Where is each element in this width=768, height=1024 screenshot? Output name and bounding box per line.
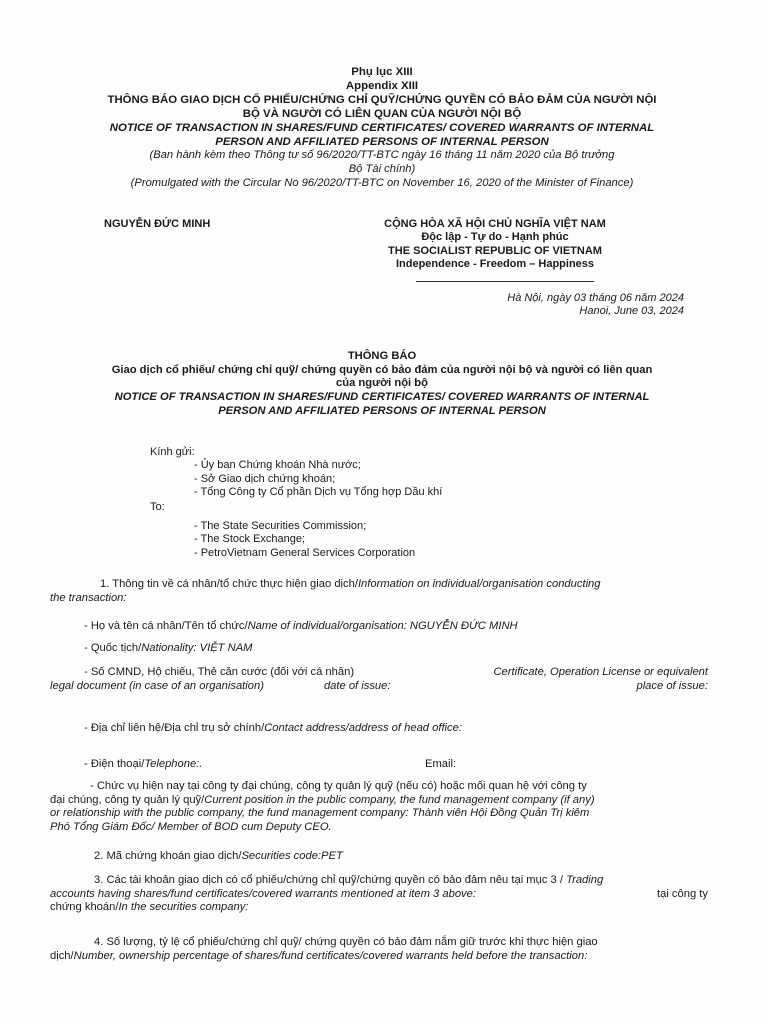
form-title-vi-line2: BỘ VÀ NGƯỜI CÓ LIÊN QUAN CỦA NGƯỜI NỘI BỘ (242, 107, 522, 120)
nationality-field (50, 642, 708, 656)
date-en: Hanoi, June 03, 2024 (579, 305, 684, 318)
appendix-label-en: Appendix XIII (345, 79, 419, 92)
notice-title-vi: THÔNG BÁO (347, 350, 417, 362)
notice-title-en-line2: PERSON AND AFFILIATED PERSONS OF INTERNAL PERSON (218, 404, 546, 417)
form-title-en-line2: PERSON AND AFFILIATED PERSONS OF INTERNAL PERSON (215, 135, 549, 148)
position-field (50, 780, 708, 835)
form-title-vi-line1: THÔNG BÁO GIAO DỊCH CỔ PHIẾU/CHỨNG CHỈ QUỸ/CHỨNG QUYỀN CÓ BẢO ĐẢM CỦA NGƯỜI NỘI (107, 93, 657, 106)
circular-note-vi-line2: Bộ Tài chính) (348, 163, 416, 176)
section-3-en-company: In the securities company: (118, 901, 249, 914)
republic-name-vi: CỘNG HÒA XÃ HỘI CHỦ NGHĨA VIỆT NAM (384, 218, 606, 230)
nationality-label-vi: - Quốc tịch/ (84, 642, 142, 654)
id-place-label: place of issue: (636, 679, 708, 692)
republic-motto-vi: Độc lập - Tự do - Hạnh phúc (421, 231, 569, 244)
telephone-label-en: Telephone:. (144, 758, 203, 770)
name-label-en: Name of individual/organisation: NGUYỄN ĐỨC MINH (247, 620, 518, 632)
section-2-vi: 2. Mã chứng khoán giao dịch/ (94, 850, 242, 862)
section-3-en-cont: accounts having shares/fund certificates/covered warrants mentioned at item 3 above: (50, 887, 476, 900)
section-4-vi: 4. Số lượng, tỷ lệ cổ phiếu/chứng chỉ quỹ/ chứng quyền có bảo đảm nắm giữ trước khi thực hiện giao (94, 936, 598, 948)
name-field (50, 620, 708, 634)
recipient-vi-2: - Sở Giao dịch chứng khoán; (194, 472, 336, 485)
section-4-vi-cont: dịch/ (50, 949, 74, 962)
notice-subtitle-vi-line1: Giao dịch cổ phiếu/ chứng chỉ quỹ/ chứng quyền có bảo đảm của người nội bộ và người có liên quan (111, 363, 653, 376)
id-date-label: date of issue: (323, 679, 391, 692)
section-3-vi: 3. Các tài khoản giao dịch có cổ phiếu/chứng chỉ quỹ/chứng quyền có bảo đảm nêu tại mục 3 / (94, 874, 563, 886)
section-3-tail: tại công ty (657, 887, 708, 900)
recipients-label-en: To: (150, 500, 165, 513)
form-title-en-line1: NOTICE OF TRANSACTION IN SHARES/FUND CERTIFICATES/ COVERED WARRANTS OF INTERNAL (109, 121, 655, 134)
section-1-heading (50, 578, 708, 605)
circular-note-en: (Promulgated with the Circular No 96/2020/TT-BTC on November 16, 2020 of the Minister of Finance) (130, 176, 634, 189)
recipient-en-2: - The Stock Exchange; (194, 533, 306, 546)
notice-title-en-line1: NOTICE OF TRANSACTION IN SHARES/FUND CERTIFICATES/ COVERED WARRANTS OF INTERNAL (114, 390, 650, 403)
recipient-en-3: - PetroVietnam General Services Corporation (194, 546, 416, 559)
section-4 (50, 936, 708, 963)
recipient-en-1: - The State Securities Commission; (194, 520, 367, 533)
id-label-en: Certificate, Operation License or equivalent (493, 666, 708, 678)
name-label-vi: - Họ và tên cá nhân/Tên tổ chức/ (84, 620, 248, 632)
section-3-en: Trading (566, 874, 604, 886)
id-field (50, 666, 708, 693)
telephone-label-vi: - Điện thoại/ (84, 758, 145, 770)
address-field (50, 722, 708, 736)
notice-title-block (54, 350, 710, 418)
circular-note-vi-line1: (Ban hành kèm theo Thông tư số 96/2020/TT-BTC ngày 16 tháng 11 năm 2020 của Bộ trưởng (149, 149, 615, 162)
appendix-header (54, 66, 710, 190)
recipients-label-vi: Kính gửi: (150, 446, 195, 458)
republic-name-en: THE SOCIALIST REPUBLIC OF VIETNAM (388, 244, 602, 257)
address-label-en: Contact address/address of head office: (264, 722, 462, 734)
date-vi: Hà Nội, ngày 03 tháng 06 năm 2024 (507, 292, 684, 304)
notice-subtitle-vi-line2: của người nội bộ (336, 377, 428, 390)
sender-name: NGUYỄN ĐỨC MINH (104, 218, 211, 230)
section-1-vi: 1. Thông tin về cá nhân/tổ chức thực hiện giao dịch/ (100, 578, 358, 590)
recipients-block (150, 446, 442, 560)
contact-field (50, 758, 708, 772)
position-vi: - Chức vụ hiện nay tại công ty đại chúng, công ty quản lý quỹ (nếu có) hoặc mối quan hệ với công ty (90, 780, 587, 792)
section-3 (50, 874, 708, 915)
email-label: Email: (425, 758, 457, 770)
address-label-vi: - Địa chỉ liên hệ/Địa chỉ trụ sở chính/ (84, 722, 265, 734)
position-en-2: or relationship with the public company, the fund management company: Thành viên Hội Đồng Quản Trị kiêm (50, 807, 590, 820)
id-label-vi: - Số CMND, Hộ chiếu, Thẻ căn cước (đối với cá nhân) (84, 666, 355, 678)
section-1-en: Information on individual/organisation conducting (357, 578, 601, 590)
id-label-en-cont: legal document (in case of an organisation) (50, 679, 264, 692)
republic-motto-en: Independence - Freedom – Happiness (395, 258, 595, 271)
recipient-vi-1: - Ủy ban Chứng khoán Nhà nước; (194, 459, 361, 472)
position-vi-cont: đại chúng, công ty quản lý quỹ/ (50, 793, 205, 806)
section-2-en: Securities code:PET (241, 850, 343, 862)
position-en-3: Phó Tổng Giám Đốc/ Member of BOD cum Deputy CEO. (50, 820, 332, 833)
section-2 (50, 850, 708, 864)
nationality-label-en: Nationality: VIỆT NAM (141, 642, 253, 654)
section-3-vi-cont: chứng khoán/ (50, 901, 119, 914)
recipient-vi-3: - Tổng Công ty Cổ phần Dịch vụ Tổng hợp Dầu khí (194, 486, 443, 499)
appendix-label-vi: Phụ lục XIII (351, 66, 413, 78)
republic-header (310, 218, 680, 282)
position-en-1: Current position in the public company, the fund management company (if any) (204, 793, 595, 806)
date-block (507, 292, 684, 319)
divider-line (416, 281, 594, 282)
section-4-en: Number, ownership percentage of shares/fund certificates/covered warrants held before the transaction: (73, 949, 588, 962)
section-1-en-cont: the transaction: (50, 591, 127, 604)
